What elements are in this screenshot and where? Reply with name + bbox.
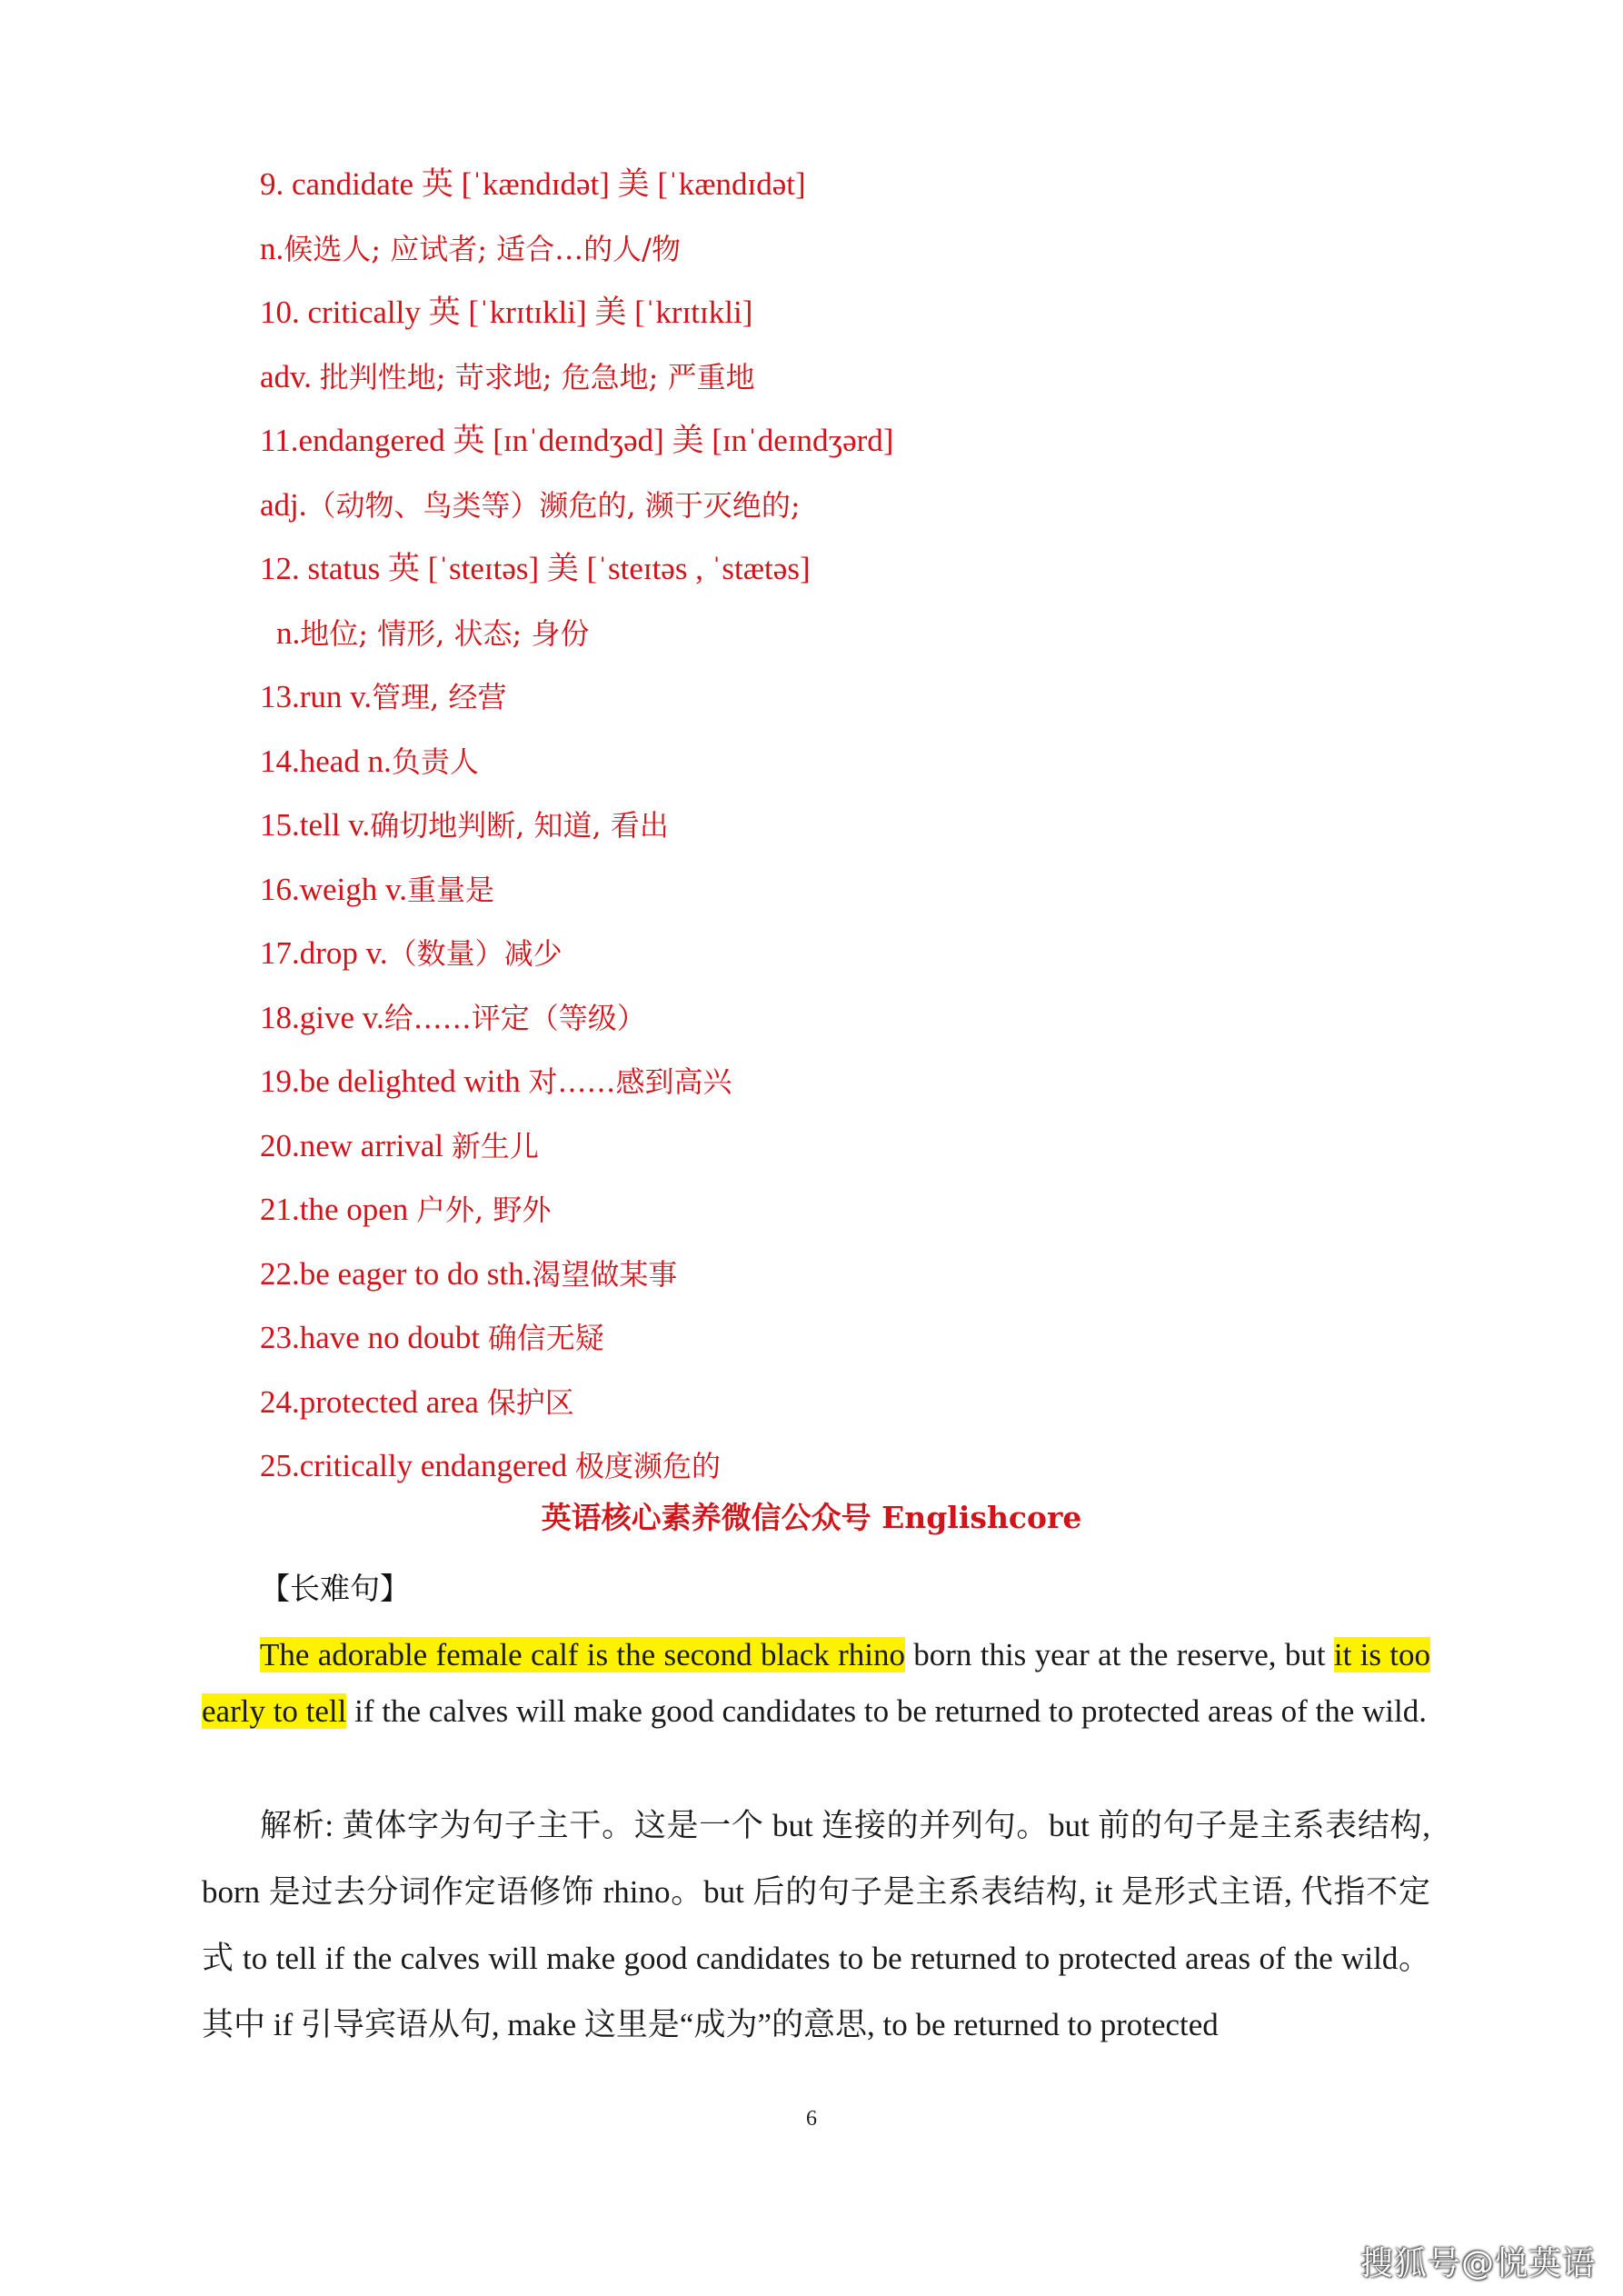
vocab-chinese: 管理, 经营 — [372, 680, 507, 714]
vocab-english: 18.give v. — [260, 999, 384, 1035]
vocab-line — [260, 409, 1441, 474]
vocab-line — [260, 1114, 1441, 1179]
vocab-chinese: 批判性地; 苛求地; 危急地; 严重地 — [319, 359, 755, 394]
vocab-chinese: 保护区 — [486, 1384, 574, 1420]
vocab-english: n. — [276, 614, 301, 651]
vocab-line — [260, 1050, 1441, 1114]
vocab-line — [260, 474, 1441, 538]
vocabulary-list — [260, 153, 1441, 1499]
vocab-english: 24.protected area — [260, 1383, 487, 1420]
vocab-line — [260, 1371, 1441, 1435]
vocab-line — [260, 858, 1441, 923]
highlight-main-clause: The adorable female calf is the second black rhino — [260, 1637, 905, 1672]
vocab-line — [260, 922, 1441, 986]
vocab-english: adj. — [260, 486, 307, 523]
vocab-english: 21.the open — [260, 1192, 417, 1227]
vocab-english: 15.tell v. — [260, 807, 371, 843]
vocab-english: n. — [260, 230, 284, 266]
vocab-english: 13.run v. — [260, 679, 373, 714]
sentence-text: born this year at the reserve, but — [904, 1637, 1334, 1672]
vocab-english: 23.have no doubt — [260, 1320, 488, 1355]
vocab-chinese: 确信无疑 — [487, 1321, 604, 1355]
vocab-english: 16.weigh v. — [260, 871, 408, 907]
section-heading: 【长难句】 — [260, 1571, 410, 1606]
vocab-chinese: 确切地判断, 知道, 看出 — [370, 808, 669, 843]
vocab-line — [260, 1434, 1441, 1499]
watermark: 搜狐号@悦英语 — [1359, 2245, 1596, 2282]
vocab-english: 10. critically 英 [ˈkrɪtɪkli] 美 [ˈkrɪtɪkli] — [260, 294, 753, 330]
vocab-english: 12. status 英 [ˈsteɪtəs] 美 [ˈsteɪtəs , ˈstætəs] — [260, 551, 811, 586]
vocab-chinese: 渴望做某事 — [532, 1256, 678, 1292]
vocab-english: 14.head n. — [260, 743, 392, 779]
vocab-chinese: 给……评定（等级） — [383, 1000, 646, 1035]
vocab-line — [260, 345, 1441, 410]
vocab-chinese: 新生儿 — [451, 1128, 539, 1163]
vocab-line — [260, 665, 1441, 730]
vocab-line — [260, 794, 1441, 858]
vocab-english: 17.drop v. — [260, 935, 388, 971]
vocab-english: 20.new arrival — [260, 1127, 452, 1163]
vocab-line — [260, 281, 1441, 345]
vocab-chinese: （数量）减少 — [387, 936, 563, 971]
vocab-english: adv. — [260, 358, 320, 394]
vocab-chinese: 负责人 — [391, 744, 479, 779]
vocab-line — [260, 1178, 1441, 1243]
vocab-english: 22.be eager to do sth. — [260, 1255, 533, 1292]
vocab-chinese: （动物、鸟类等）濒危的, 濒于灭绝的; — [306, 487, 801, 523]
page-number: 6 — [806, 2107, 817, 2131]
vocab-chinese: 极度濒危的 — [574, 1449, 721, 1483]
vocab-line — [260, 730, 1441, 794]
vocab-line — [260, 217, 1441, 282]
vocab-line — [260, 602, 1441, 666]
long-sentence — [202, 1627, 1430, 1740]
vocab-chinese: 地位; 情形, 状态; 身份 — [300, 615, 590, 651]
analysis-paragraph: 解析: 黄体字为句子主干。这是一个 but 连接的并列句。but 前的句子是主系表结构, born 是过去分词作定语修饰 rhino。but 后的句子是主系表结构, it 是形式主语, 代指不定式 to tell if the calves will make good candidates to be returned to protected areas of the wild。其中 if 引导宾语从句, make 这里是“成为”的意思, to be returned to protected — [202, 1808, 1430, 2042]
vocab-english: 19.be delighted with — [260, 1063, 529, 1099]
brand-banner: 英语核心素养微信公众号 Englishcore — [541, 1500, 1082, 1535]
vocab-line — [260, 537, 1441, 602]
vocab-line — [260, 986, 1441, 1051]
vocab-chinese: 对……感到高兴 — [528, 1064, 732, 1099]
vocab-line — [260, 1243, 1441, 1307]
vocab-english: 9. candidate 英 [ˈkændɪdət] 美 [ˈkændɪdət] — [260, 166, 806, 202]
sentence-text: if the calves will make good candidates to be returned to protected areas of the wild. — [346, 1693, 1427, 1729]
vocab-line — [260, 1306, 1441, 1371]
vocab-chinese: 候选人; 应试者; 适合…的人/物 — [284, 231, 681, 266]
highlight-second-clause: it is too early to tell — [202, 1637, 1430, 1729]
vocab-english: 25.critically endangered — [260, 1448, 575, 1483]
vocab-chinese: 户外, 野外 — [416, 1193, 552, 1227]
vocab-line — [260, 153, 1441, 217]
vocab-english: 11.endangered 英 [ɪnˈdeɪndʒəd] 美 [ɪnˈdeɪndʒərd] — [260, 423, 894, 458]
vocab-chinese: 重量是 — [407, 872, 495, 907]
